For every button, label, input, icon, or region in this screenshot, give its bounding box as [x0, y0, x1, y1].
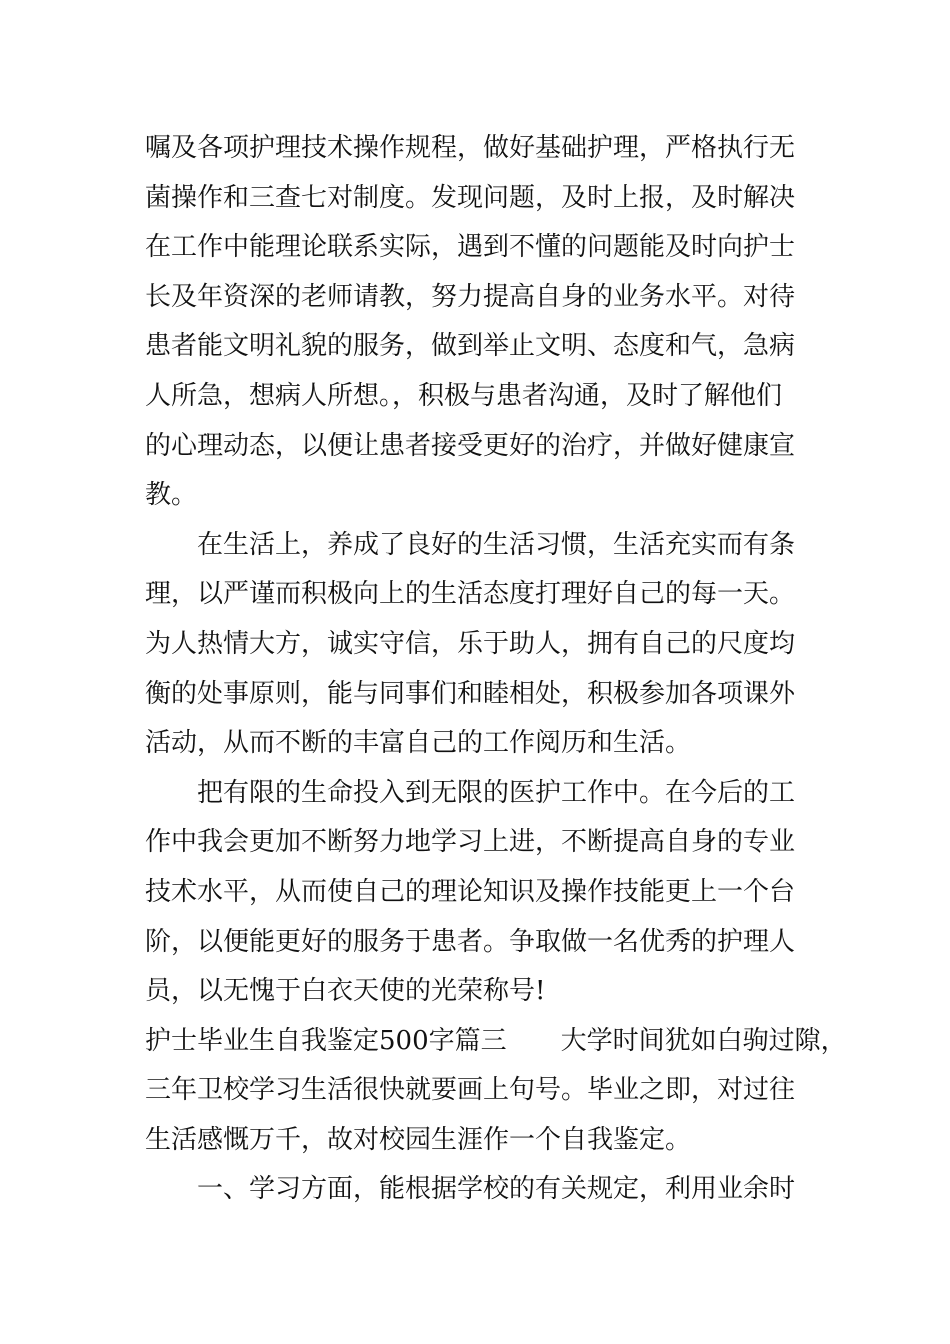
- paragraph-future: [145, 769, 815, 1017]
- section-heading: 护士毕业生自我鉴定500字篇三: [145, 1025, 507, 1056]
- paragraph-study: [145, 1165, 815, 1215]
- text-line: 作中我会更加不断努力地学习上进，不断提高自身的专业: [145, 827, 796, 858]
- text-segment: 大学时间犹如白驹过隙，: [560, 1025, 847, 1056]
- text-line: 的心理动态，以便让患者接受更好的治疗，并做好健康宣: [145, 430, 796, 461]
- text-line: 嘱及各项护理技术操作规程，做好基础护理，严格执行无: [145, 133, 796, 163]
- text-line: 理，以严谨而积极向上的生活态度打理好自己的每一天。: [145, 579, 796, 610]
- document-body: [145, 124, 847, 1215]
- paragraph-life: [145, 521, 815, 769]
- text-line: 人所急，想病人所想。，积极与患者沟通，及时了解他们: [145, 380, 783, 411]
- text-line: 把有限的生命投入到无限的医护工作中。在今后的工: [197, 777, 796, 808]
- text-line: 在工作中能理论联系实际，遇到不懂的问题能及时向护士: [145, 232, 796, 263]
- text-line: 长及年资深的老师请教，努力提高自身的业务水平。对待: [145, 281, 796, 312]
- text-line: 阶，以便能更好的服务于患者。争取做一名优秀的护理人: [145, 926, 796, 957]
- text-line: 教。: [145, 480, 198, 511]
- section-part-three: [145, 1017, 847, 1166]
- text-line: 为人热情大方，诚实守信，乐于助人，拥有自己的尺度均: [145, 628, 796, 659]
- text-line: 患者能文明礼貌的服务，做到举止文明、态度和气，急病: [145, 331, 796, 362]
- text-line: 员，以无愧于白衣天使的光荣称号!: [145, 976, 546, 1007]
- text-line: 衡的处事原则，能与同事们和睦相处，积极参加各项课外: [145, 678, 796, 709]
- text-line: 技术水平，从而使自己的理论知识及操作技能更上一个台: [145, 876, 796, 907]
- text-line: 生活感慨万千，故对校园生涯作一个自我鉴定。: [145, 1124, 692, 1155]
- text-line: 菌操作和三查七对制度。发现问题，及时上报，及时解决: [145, 182, 796, 213]
- text-line: 三年卫校学习生活很快就要画上句号。毕业之即，对过往: [145, 1075, 796, 1106]
- section-heading-line: [145, 1017, 847, 1067]
- paragraph-nursing-work: [145, 124, 815, 521]
- text-line: 活动，从而不断的丰富自己的工作阅历和生活。: [145, 728, 692, 759]
- text-line: 在生活上，养成了良好的生活习惯，生活充实而有条: [197, 529, 796, 560]
- text-line: 一、学习方面，能根据学校的有关规定，利用业余时: [197, 1174, 796, 1205]
